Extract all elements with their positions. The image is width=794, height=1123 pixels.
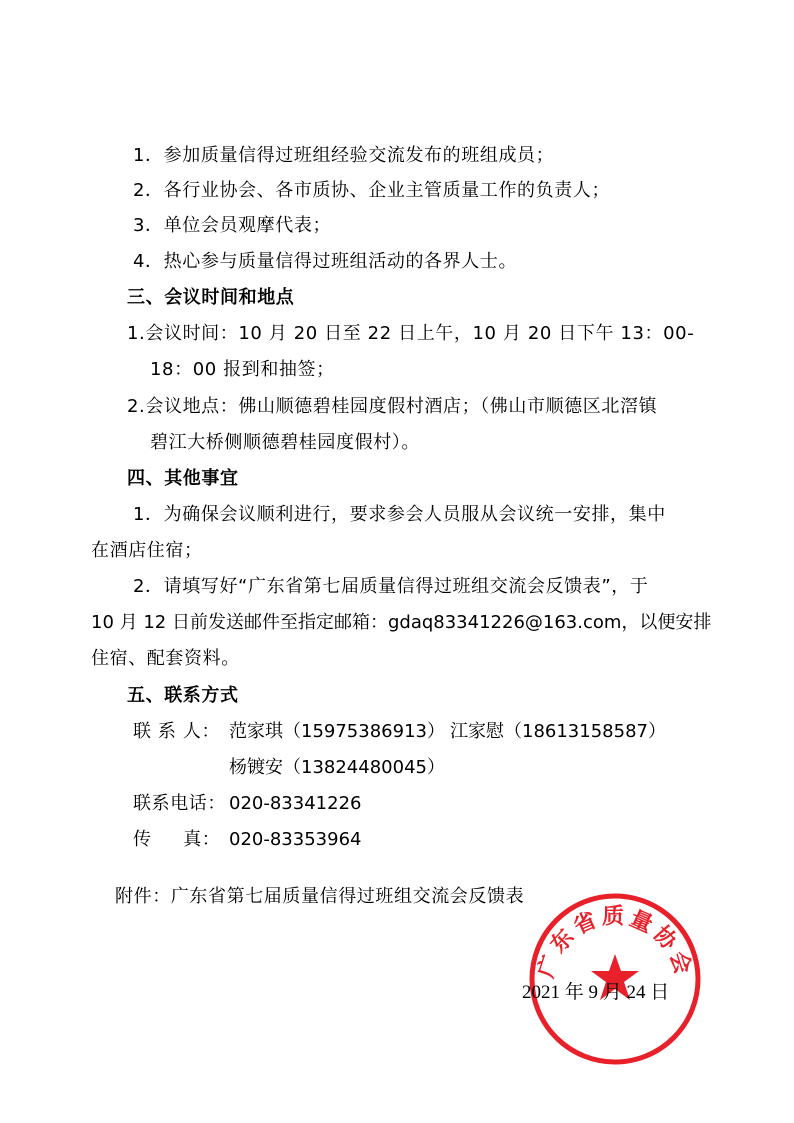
- contact-person-3: 杨镀安（13824480045）: [229, 757, 445, 778]
- phone-number: 020-83341226: [229, 793, 362, 814]
- meeting-place-line-1: 2.会议地点：佛山顺德碧桂园度假村酒店；（佛山市顺德区北滘镇: [127, 396, 658, 417]
- section-5-heading: 五、联系方式: [127, 685, 239, 706]
- other-item-1-line-2: 在酒店住宿；: [91, 540, 203, 561]
- other-item-1-line-1: 1．为确保会议顺利进行，要求参会人员服从会议统一安排，集中: [133, 504, 666, 525]
- attendee-item-4: 4．热心参与质量信得过班组活动的各界人士。: [133, 251, 518, 272]
- fax-label: 传 真：: [133, 829, 221, 850]
- meeting-time-line-2: 18：00 报到和抽签；: [150, 359, 335, 380]
- phone-label: 联系电话：: [133, 793, 226, 814]
- document-date: 2021 年 9 月 24 日: [522, 982, 670, 1003]
- contact-person-2: 江家慰（18613158587）: [450, 721, 666, 742]
- attendee-item-1: 1．参加质量信得过班组经验交流发布的班组成员；: [133, 145, 555, 166]
- fax-number: 020-83353964: [229, 829, 362, 850]
- section-3-heading: 三、会议时间和地点: [127, 287, 295, 308]
- attendee-item-3: 3．单位会员观摩代表；: [133, 215, 332, 236]
- section-4-heading: 四、其他事宜: [127, 468, 239, 489]
- meeting-place-line-2: 碧江大桥侧顺德碧桂园度假村）。: [150, 432, 420, 453]
- contact-label: 联 系 人：: [133, 721, 221, 742]
- other-item-2-line-1: 2．请填写好“广东省第七届质量信得过班组交流会反馈表”，于: [133, 576, 649, 597]
- other-item-2-line-2: 10 月 12 日前发送邮件至指定邮箱：gdaq83341226@163.com，以便安排: [91, 612, 712, 633]
- other-item-2-line-3: 住宿、配套资料。: [91, 648, 240, 669]
- attachment-note: 附件：广东省第七届质量信得过班组交流会反馈表: [115, 886, 525, 907]
- contact-person-1: 范家琪（15975386913）: [229, 721, 445, 742]
- attendee-item-2: 2．各行业协会、各市质协、企业主管质量工作的负责人；: [133, 180, 611, 201]
- seal-text: 广东省质量协会: [533, 904, 697, 981]
- meeting-time-line-1: 1.会议时间：10 月 20 日至 22 日上午，10 月 20 日下午 13：00-: [127, 323, 695, 344]
